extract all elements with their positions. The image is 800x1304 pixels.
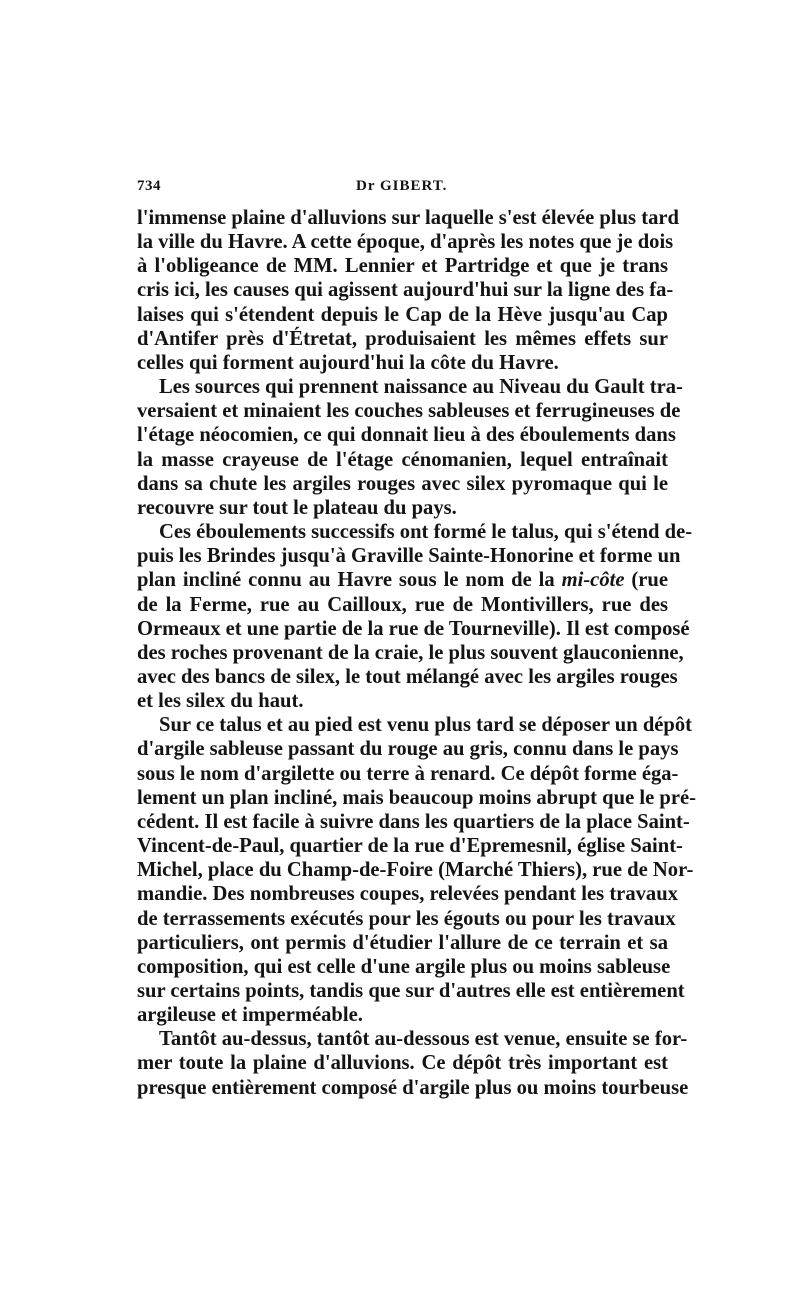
book-page [137,178,696,1100]
text-line: presque entièrement composé d'argile plus ou moins tourbeuse [137,1076,689,1099]
paragraph [137,713,696,1027]
text-line: particuliers, ont permis d'étudier l'allure de ce terrain et sa [137,931,668,954]
page-number: 734 [137,178,161,194]
text-line: Michel, place du Champ-de-Foire (Marché Thiers), rue de Nor- [137,859,694,882]
running-head [137,178,668,206]
text-line: Ces éboulements successifs ont formé le talus, qui s'étend de- [159,521,693,544]
text-line: avec des bancs de silex, le tout mélangé avec les argiles rouges [137,665,678,688]
body-text [137,206,696,1100]
paragraph [137,520,693,713]
text-line: recouvre sur tout le plateau du pays. [137,496,457,519]
text-line: versaient et minaient les couches sableuses et ferrugineuses de [137,400,681,423]
text-line: laises qui s'étendent depuis le Cap de la Hève jusqu'au Cap [137,303,668,326]
text-line: et les silex du haut. [137,690,304,713]
text-line: à l'obligeance de MM. Lennier et Partridge et que je trans [137,255,668,278]
text-line: puis les Brindes jusqu'à Graville Sainte-Honorine et forme un [137,545,681,568]
running-title: Dr GIBERT. [356,178,448,194]
text-line: lement un plan incliné, mais beaucoup moins abrupt que le pré- [137,786,696,809]
text-line: l'étage néocomien, ce qui donnait lieu à des éboulements dans [137,424,676,447]
text-line: mandie. Des nombreuses coupes, relevées pendant les travaux [137,883,678,906]
text-line: Ormeaux et une partie de la rue de Tourneville). Il est composé [137,617,690,640]
text-line: Les sources qui prennent naissance au Niveau du Gault tra- [159,376,683,399]
paragraph [137,206,679,375]
text-line: Tantôt au-dessus, tantôt au-dessous est venue, ensuite se for- [159,1028,688,1051]
text-line: plan incliné connu au Havre sous le nom de la mi-côte (rue [137,569,668,592]
text-line: sous le nom d'argilette ou terre à renard. Ce dépôt forme éga- [137,762,679,785]
paragraph [137,375,683,520]
text-line: Sur ce talus et au pied est venu plus tard se déposer un dépôt [159,714,693,737]
text-line: Vincent-de-Paul, quartier de la rue d'Epremesnil, église Saint- [137,835,683,858]
text-line: d'Antifer près d'Étretat, produisaient les mêmes effets sur [137,327,668,350]
text-line: des roches provenant de la craie, le plus souvent glauconienne, [137,641,684,664]
text-line: l'immense plaine d'alluvions sur laquelle s'est élevée plus tard [137,207,679,229]
paragraph [137,1027,689,1099]
text-line: la ville du Havre. A cette époque, d'après les notes que je dois [137,231,674,254]
text-line: la masse crayeuse de l'étage cénomanien, lequel entraînait [137,448,668,471]
italic-term: mi-côte [561,569,625,592]
text-line: de la Ferme, rue au Cailloux, rue de Montivillers, rue des [137,593,668,616]
text-line: cédent. Il est facile à suivre dans les quartiers de la place Saint- [137,810,690,833]
text-line: de terrassements exécutés pour les égouts ou pour les travaux [137,907,676,930]
text-line: cris ici, les causes qui agissent aujourd'hui sur la ligne des fa- [137,279,674,302]
text-line: sur certains points, tandis que sur d'autres elle est entièrement [137,980,685,1002]
text-line: composition, qui est celle d'une argile plus ou moins sableuse [137,955,671,978]
text-line: dans sa chute les argiles rouges avec silex pyromaque qui le [137,472,668,495]
text-line: celles qui forment aujourd'hui la côte du Havre. [137,351,559,374]
text-line: argileuse et imperméable. [137,1004,363,1027]
text-line: mer toute la plaine d'alluvions. Ce dépôt très important est [137,1052,668,1075]
text-line: d'argile sableuse passant du rouge au gris, connu dans le pays [137,738,679,761]
